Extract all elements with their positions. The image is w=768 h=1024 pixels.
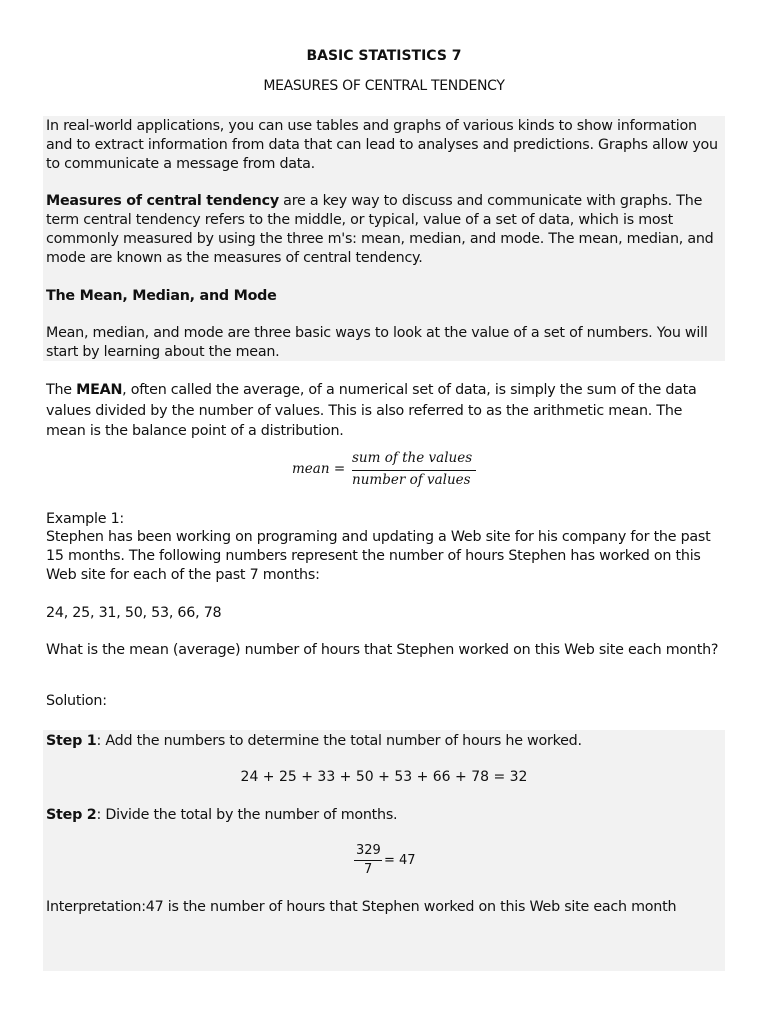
step1-text: : Add the numbers to determine the total number of hours he worked. [96, 733, 582, 749]
solution-label: Solution: [46, 693, 107, 709]
page-title: BASIC STATISTICS 7 [306, 48, 462, 64]
page-subtitle: MEASURES OF CENTRAL TENDENCY [263, 78, 505, 94]
step2-label: Step 2 [46, 807, 97, 823]
example-label: Example 1: [46, 511, 124, 527]
mct-paragraph [46, 192, 726, 268]
mct-term: Measures of central tendency [46, 193, 279, 209]
example-question: What is the mean (average) number of hours that Stephen worked on this Web site each month? [46, 642, 719, 658]
step2-fraction-bar [354, 860, 382, 861]
step1 [46, 732, 582, 751]
formula-numerator: sum of the values [352, 450, 473, 466]
step2-numerator: 329 [356, 843, 381, 858]
step2-text: : Divide the total by the number of months. [96, 807, 398, 823]
step2-denominator: 7 [364, 862, 373, 877]
section-paragraph: Mean, median, and mode are three basic ways to look at the value of a set of numbers. You will start by learning about the mean. [46, 325, 708, 360]
mean-definition [46, 380, 726, 442]
step2-result: = 47 [384, 853, 416, 868]
mct-text: are a key way to discuss and communicate with graphs. The term central tendency refers to the middle, or typical, value of a set of data, which is most commonly measured by using the three m's: mean, median, and mode. The mean, median, and mode are known as the measures of central tendency. [46, 193, 714, 266]
formula-lhs: mean = [292, 461, 346, 477]
example-data: 24, 25, 31, 50, 53, 66, 78 [46, 605, 222, 621]
formula-fraction-bar [352, 470, 476, 471]
section-heading: The Mean, Median, and Mode [46, 288, 277, 304]
mean-def-pre: The [46, 382, 77, 398]
interpretation: Interpretation:47 is the number of hours that Stephen worked on this Web site each month [46, 899, 677, 915]
example-text: Stephen has been working on programing and updating a Web site for his company for the past 15 months. The following numbers represent the number of hours Stephen has worked on this Web site for each of the past 7 months: [46, 529, 711, 583]
step1-label: Step 1 [46, 733, 97, 749]
formula-denominator: number of values [352, 472, 471, 488]
mean-formula [290, 449, 490, 491]
mean-def-text: , often called the average, of a numerical set of data, is simply the sum of the data values divided by the number of values. This is also referred to as the arithmetic mean. The mean is the balance point of a distribution. [46, 382, 697, 439]
step1-equation: 24 + 25 + 33 + 50 + 53 + 66 + 78 = 32 [240, 769, 528, 785]
step2 [46, 806, 397, 825]
intro-paragraph: In real-world applications, you can use tables and graphs of various kinds to show information and to extract information from data that can lead to analyses and predictions. Graphs allow you to communicate a message from data. [46, 118, 718, 172]
step2-fraction [352, 843, 422, 879]
mean-term: MEAN [76, 382, 123, 398]
